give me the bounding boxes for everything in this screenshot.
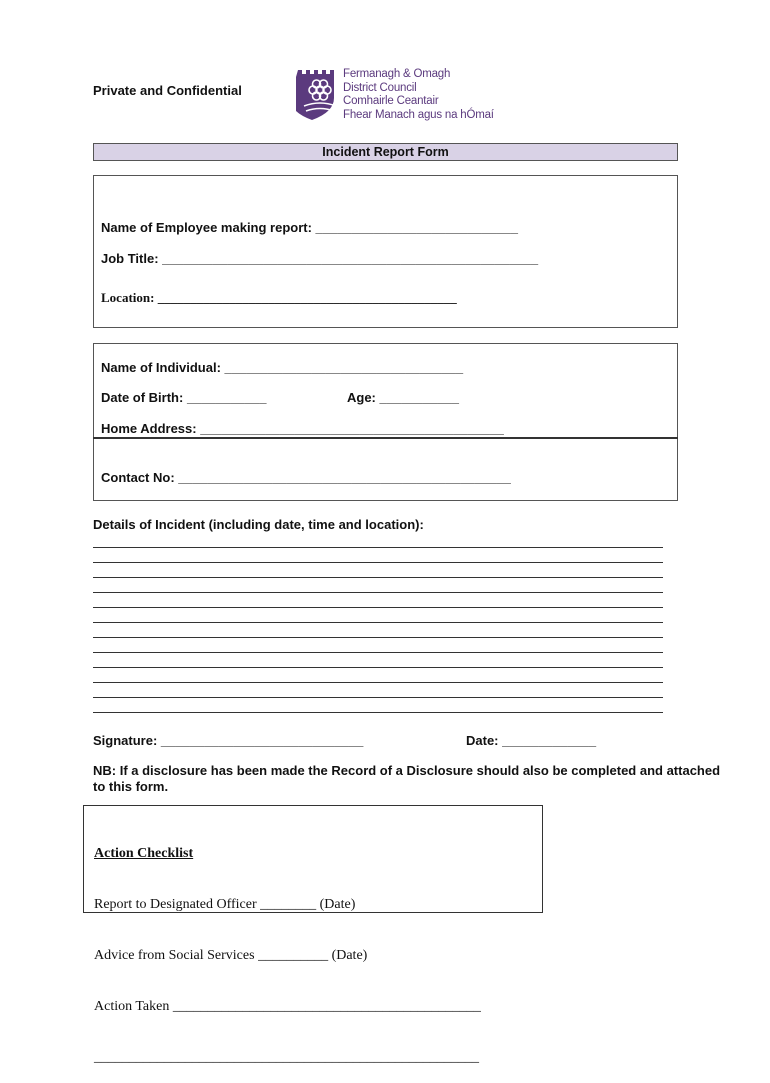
details-line (93, 653, 663, 668)
castle-crest-icon (296, 70, 336, 120)
details-line (93, 668, 663, 683)
location-field[interactable]: Location: ______________________________________________ (101, 290, 457, 305)
logo-line-1: Fermanagh & Omagh (343, 68, 451, 80)
details-line (93, 638, 663, 653)
checklist-action-taken[interactable]: Action Taken ____________________________________________ (94, 999, 481, 1014)
form-title: Incident Report Form (93, 143, 678, 161)
council-name (343, 68, 494, 122)
details-line (93, 623, 663, 638)
checklist-title: Action Checklist (94, 846, 194, 861)
checklist-designated-officer[interactable]: Report to Designated Officer ________ (Date) (94, 897, 356, 912)
checklist-continuation-line[interactable]: _______________________________________________________ (94, 1050, 479, 1065)
date-of-birth-field[interactable]: Date of Birth: ___________ (101, 390, 267, 405)
details-line (93, 548, 663, 563)
logo-line-3: Comhairle Ceantair (343, 95, 439, 107)
checklist-social-services[interactable]: Advice from Social Services __________ (Date) (94, 948, 368, 963)
logo-line-2: District Council (343, 81, 417, 94)
details-line (93, 593, 663, 608)
signature-field[interactable]: Signature: ____________________________ (93, 733, 364, 748)
home-address-field[interactable]: Home Address: __________________________________________ (101, 421, 504, 436)
incident-details-lines[interactable] (93, 533, 663, 713)
contact-number-field[interactable]: Contact No: ______________________________________________ (101, 470, 511, 485)
details-line (93, 578, 663, 593)
details-line (93, 683, 663, 698)
logo-line-4: Fhear Manach agus na hÓmaí (343, 108, 494, 121)
individual-name-field[interactable]: Name of Individual: _________________________________ (101, 360, 464, 375)
incident-details-label: Details of Incident (including date, time and location): (93, 517, 424, 532)
disclosure-note: NB: If a disclosure has been made the Record of a Disclosure should also be completed and attached to this form. (93, 763, 721, 794)
age-field[interactable]: Age: ___________ (347, 390, 460, 405)
private-confidential-label: Private and Confidential (93, 83, 242, 98)
details-line (93, 563, 663, 578)
details-line (93, 698, 663, 713)
section-divider (93, 437, 678, 439)
employee-name-field[interactable]: Name of Employee making report: ____________________________ (101, 220, 518, 235)
details-line (93, 608, 663, 623)
signature-date-field[interactable]: Date: _____________ (466, 733, 597, 748)
details-line (93, 533, 663, 548)
job-title-field[interactable]: Job Title: ____________________________________________________ (101, 251, 539, 266)
action-checklist (94, 811, 481, 1083)
